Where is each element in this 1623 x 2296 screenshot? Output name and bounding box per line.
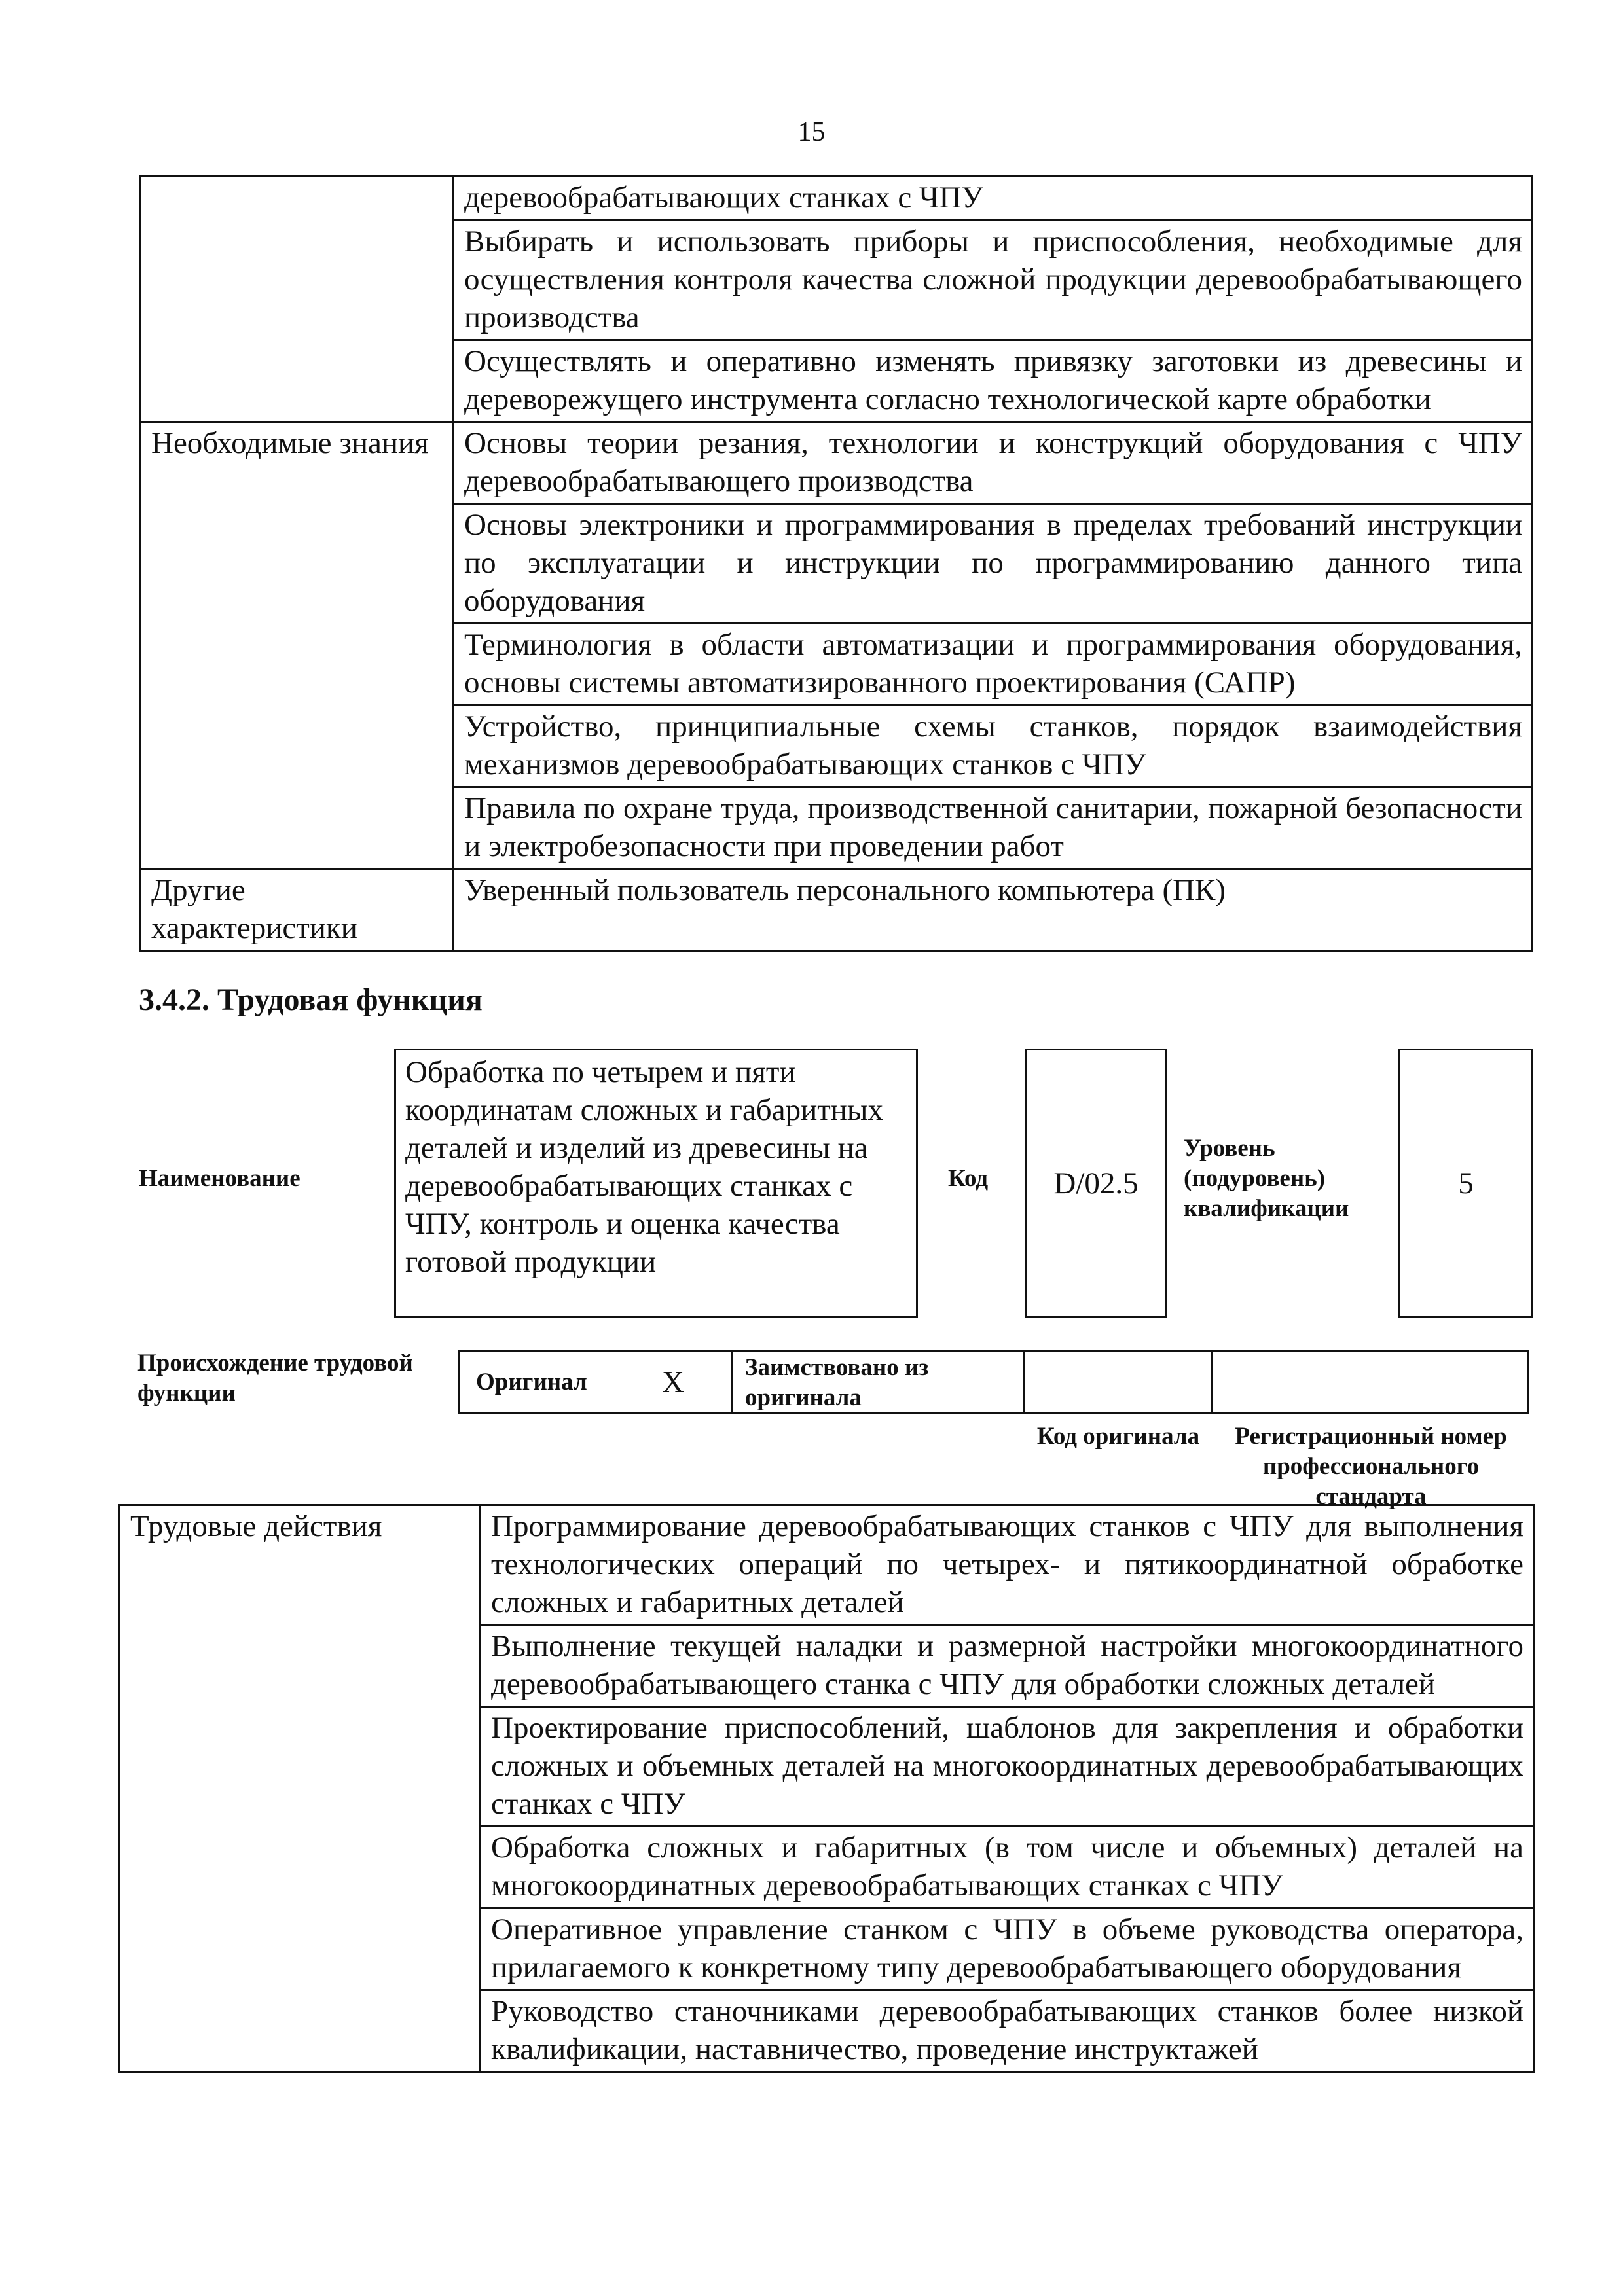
name-value-box xyxy=(394,1049,918,1318)
original-mark: X xyxy=(662,1365,684,1399)
level-value: 5 xyxy=(1458,1166,1474,1200)
original-box xyxy=(458,1350,733,1414)
action-cell: Программирование деревообрабатывающих станков с ЧПУ для выполнения технологических операций по четырех- и пятикоординатной обработке сложных и габаритных деталей xyxy=(480,1505,1534,1625)
code-label: Код xyxy=(948,1165,989,1192)
action-cell: Выполнение текущей наладки и размерной настройки многокоординатного деревообрабатывающего станка с ЧПУ для обработки сложных деталей xyxy=(480,1625,1534,1707)
table-row xyxy=(140,422,1533,504)
section-heading: 3.4.2. Трудовая функция xyxy=(139,982,483,1017)
knowledge-cell: Основы теории резания, технологии и конструкций оборудования с ЧПУ деревообрабатывающего производства xyxy=(453,422,1533,504)
skill-cell: Выбирать и использовать приборы и приспособления, необходимые для осуществления контроля качества сложной продукции деревообрабатывающего производства xyxy=(453,221,1533,340)
knowledge-cell: Основы электроники и программирования в пределах требований инструкции по эксплуатации и инструкции по программированию данного типа оборудования xyxy=(453,504,1533,624)
name-label: Наименование xyxy=(139,1165,301,1192)
code-original-box xyxy=(1023,1350,1213,1414)
origin-label: Происхождение трудовой функции xyxy=(137,1350,413,1407)
reg-number-caption: Регистрационный номер профессионального стандарта xyxy=(1235,1423,1507,1510)
action-cell: Оперативное управление станком с ЧПУ в объеме руководства оператора, прилагаемого к конкретному типу деревообрабатывающего оборудования xyxy=(480,1909,1534,1990)
table-row xyxy=(140,177,1533,221)
table-row xyxy=(119,1505,1534,1625)
page-number: 15 xyxy=(797,117,826,147)
empty-label-cell xyxy=(140,177,453,422)
level-value-box xyxy=(1398,1049,1533,1318)
knowledge-label: Необходимые знания xyxy=(140,422,453,869)
action-cell: Руководство станочниками деревообрабатывающих станков более низкой квалификации, наставничество, проведение инструктажей xyxy=(480,1990,1534,2072)
name-value: Обработка по четырем и пяти координатам сложных и габаритных деталей и изделий из древесины на деревообрабатывающих станках с ЧПУ, контроль и оценка качества готовой продукции xyxy=(405,1055,883,1279)
action-cell: Обработка сложных и габаритных (в том числе и объемных) деталей на многокоординатных деревообрабатывающих станках с ЧПУ xyxy=(480,1827,1534,1909)
level-label: Уровень (подуровень) квалификации xyxy=(1184,1135,1349,1222)
knowledge-cell: Правила по охране труда, производственной санитарии, пожарной безопасности и электробезопасности при проведении работ xyxy=(453,787,1533,869)
reg-number-box xyxy=(1211,1350,1529,1414)
skill-cell: Осуществлять и оперативно изменять привязку заготовки из древесины и дереворежущего инструмента согласно технологической карте обработки xyxy=(453,340,1533,422)
original-label: Оригинал xyxy=(476,1369,587,1395)
borrowed-label: Заимствовано из оригинала xyxy=(745,1354,929,1411)
actions-label: Трудовые действия xyxy=(119,1505,480,2072)
knowledge-cell: Устройство, принципиальные схемы станков, порядок взаимодействия механизмов деревообрабатывающих станков с ЧПУ xyxy=(453,706,1533,787)
code-value: D/02.5 xyxy=(1053,1166,1139,1200)
action-cell: Проектирование приспособлений, шаблонов для закрепления и обработки сложных и объемных деталей на многокоординатных деревообрабатывающих станках с ЧПУ xyxy=(480,1707,1534,1827)
skills-knowledge-table xyxy=(139,175,1533,952)
other-label: Другие характеристики xyxy=(140,869,453,951)
borrowed-box xyxy=(731,1350,1025,1414)
table-row xyxy=(140,869,1533,951)
skill-cell: деревообрабатывающих станках с ЧПУ xyxy=(453,177,1533,221)
knowledge-cell: Терминология в области автоматизации и программирования оборудования, основы системы автоматизированного проектирования (САПР) xyxy=(453,624,1533,706)
code-value-box xyxy=(1025,1049,1167,1318)
labour-actions-table xyxy=(118,1504,1535,2073)
other-cell: Уверенный пользователь персонального компьютера (ПК) xyxy=(453,869,1533,951)
code-original-caption: Код оригинала xyxy=(1036,1423,1200,1450)
